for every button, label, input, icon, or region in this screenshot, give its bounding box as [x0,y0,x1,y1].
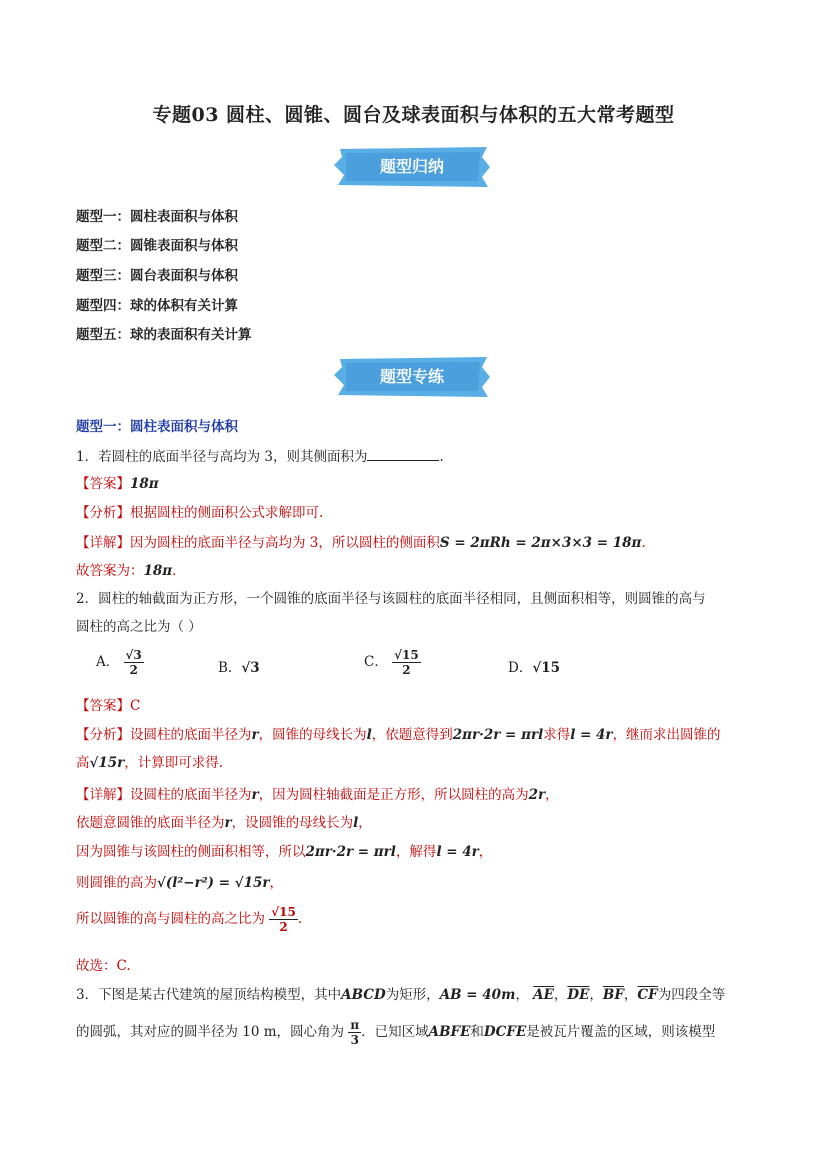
text: ．已知区域 [361,1024,429,1040]
arc-cf: $\overline{CF}$ [637,987,658,1003]
text: . [297,911,303,927]
math-rect: ABCD [341,987,386,1003]
text: ， [478,844,493,860]
q3-stem-line1: 3．下图是某古代建筑的屋顶结构模型，其中ABCD为矩形，AB = 40m， $\overline{AE}$，$\overline{DE}$，$\overline{BF}$，$\overline{CF}$为四段全等 [76,987,726,1003]
option-a-label: A． [96,654,120,670]
text: 高 [76,755,90,771]
q2-detail-line2 [76,811,756,831]
q1-conclusion [76,559,756,579]
page-title: 专题03 圆柱、圆锥、圆台及球表面积与体积的五大常考题型 [152,104,675,126]
option-b-label: B． [218,660,242,676]
math-formula: l = 4r [570,727,613,743]
angle-fraction [348,1018,361,1047]
toc-item-2: 题型二：圆锥表面积与体积 [76,238,238,254]
q1-conclusion-end: . [172,563,177,579]
q2-analysis-line2 [76,751,756,771]
math-region: ABFE [428,1024,471,1040]
q2-detail-line4 [76,871,756,891]
text: ，计算即可求得. [124,755,224,771]
option-d-label: D． [508,660,533,676]
q2-analysis-line1 [76,723,756,743]
arc-ae: $\overline{AE}$ [533,987,554,1003]
math-r: r [251,787,259,803]
q2-conclusion: 故选：C. [76,958,131,974]
math-formula: 2r [528,787,546,803]
text: ，因为圆柱轴截面是正方形，所以圆柱的高为 [258,787,529,803]
q2-answer [76,694,756,714]
q2-detail-line3 [76,840,756,860]
q1-stem-text: 1．若圆柱的底面半径与高均为 3，则其侧面积为 [76,449,368,465]
text: ， [358,815,372,831]
option-b-value: √3 [241,660,260,676]
option-d-value: √15 [532,660,560,676]
option-c-numerator: √15 [394,648,419,662]
q1-detail-end: . [641,535,646,551]
answer-tag: 【答案】 [76,698,130,714]
text: 设圆柱的底面半径为 [130,787,252,803]
text: ， [269,875,284,891]
math-l: l [366,727,372,743]
option-c-fraction [392,648,421,677]
angle-denominator: 3 [350,1033,359,1047]
text: ，继而求出圆锥的 [612,727,721,743]
banner-summary-label: 题型归纳 [379,157,444,176]
text: 则圆锥的高为 [76,875,157,891]
toc-item-1: 题型一：圆柱表面积与体积 [76,209,238,225]
detail-tag: 【详解】 [76,535,130,551]
text: ，解得 [395,844,437,860]
ratio-denominator: 2 [279,920,288,934]
math-formula: l = 4r [436,844,479,860]
math-region: DCFE [483,1024,527,1040]
ratio-fraction [269,905,298,934]
q1-detail-text: 因为圆柱的底面半径与高均为 3，所以圆柱的侧面积 [130,535,440,551]
analysis-tag: 【分析】 [76,727,130,743]
text: 为矩形， [385,987,440,1003]
text: 设圆柱的底面半径为 [130,727,252,743]
ratio-numerator: √15 [271,905,296,919]
math-l: l [353,815,359,831]
q2-detail-line5 [76,905,756,934]
text: ，依题意得到 [371,727,453,743]
text: ，圆锥的母线长为 [258,727,367,743]
text: 是被瓦片覆盖的区域，则该模型 [526,1024,716,1040]
answer-tag: 【答案】 [76,476,130,492]
q2-option-c [364,648,421,677]
option-a-fraction [124,648,144,677]
section-heading-1: 题型一：圆柱表面积与体积 [76,419,238,435]
answer-blank [367,448,439,461]
math-r: r [251,727,259,743]
math-formula: AB = 40m [439,987,516,1003]
q1-conclusion-text: 故答案为： [76,563,144,579]
q1-conclusion-value: 18π [143,563,173,579]
q1-analysis-text: 根据圆柱的侧面积公式求解即可. [130,505,324,521]
text: 依题意圆锥的底面半径为 [76,815,225,831]
q2-option-b [218,656,260,676]
banner-practice-label: 题型专练 [379,367,444,386]
text: 为四段全等 [657,987,726,1003]
q3-stem-line2 [76,1018,756,1047]
section-banner-practice [332,357,492,397]
text: 因为圆锥与该圆柱的侧面积相等，所以 [76,844,306,860]
text: 所以圆锥的高与圆柱的高之比为 [76,911,265,927]
math-formula: 2πr·2r = πrl [452,727,544,743]
arc-de: $\overline{DE}$ [567,987,590,1003]
math-formula: √(l²−r²) = √15r [157,875,270,891]
text: ，设圆锥的母线长为 [231,815,354,831]
q2-detail-line1 [76,783,756,803]
toc-item-4: 题型四：球的体积有关计算 [76,298,238,314]
q2-stem-line1: 2．圆柱的轴截面为正方形，一个圆锥的底面半径与该圆柱的底面半径相同，且侧面积相等，则圆锥的高与 [76,591,706,607]
toc-item-5: 题型五：球的表面积有关计算 [76,327,252,343]
q2-option-d [508,656,560,676]
math-formula: √15r [89,755,125,771]
analysis-tag: 【分析】 [76,505,130,521]
option-a-denominator: 2 [129,663,138,677]
q2-option-a [96,648,144,677]
option-c-label: C． [364,654,388,670]
q2-stem-line2: 圆柱的高之比为（ ） [76,619,202,635]
text: 的圆弧，其对应的圆半径为 10 m，圆心角为 [76,1024,345,1040]
q2-answer-value: C [130,698,141,714]
text: 和 [470,1024,484,1040]
arc-bf: $\overline{BF}$ [602,987,624,1003]
text: ， [545,787,559,803]
q1-detail [76,531,756,551]
option-a-numerator: √3 [125,648,142,662]
q1-stem-end: . [439,449,444,465]
q1-analysis [76,501,756,521]
text: 3．下图是某古代建筑的屋顶结构模型，其中 [76,987,342,1003]
q1-detail-formula: S = 2πRh = 2π×3×3 = 18π [439,535,642,551]
q1-answer-value: 18π [130,476,159,492]
section-banner-summary [332,147,492,187]
option-c-denominator: 2 [402,663,411,677]
q1-stem [76,445,756,465]
math-r: r [224,815,232,831]
detail-tag: 【详解】 [76,787,130,803]
text: 求得 [543,727,571,743]
angle-numerator: π [350,1018,360,1032]
toc-item-3: 题型三：圆台表面积与体积 [76,268,238,284]
q1-answer [76,472,756,492]
text: ， [515,987,529,1003]
math-formula: 2πr·2r = πrl [305,844,396,860]
